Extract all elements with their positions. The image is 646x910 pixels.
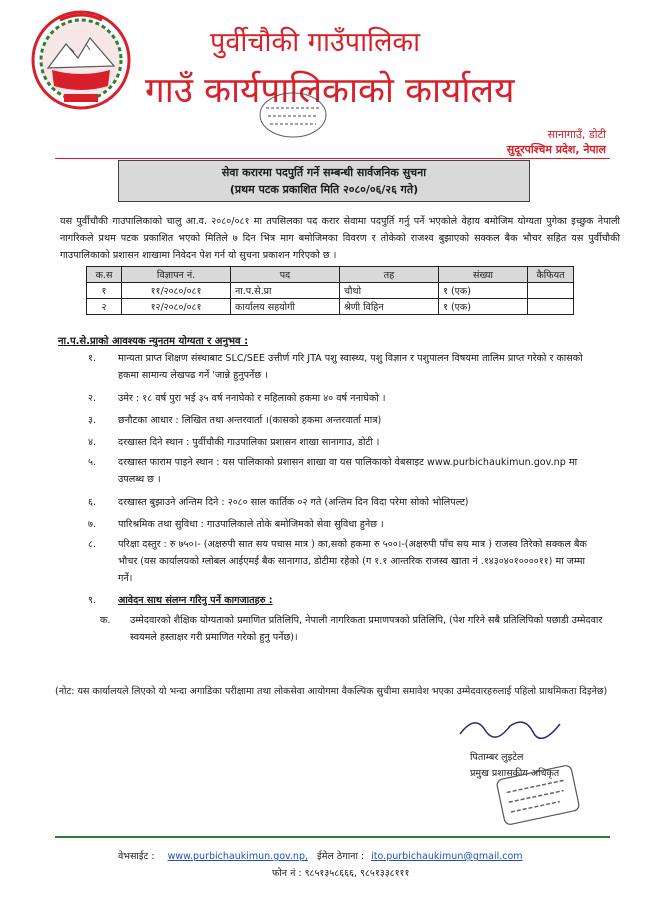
website-link[interactable]: www.purbichaukimun.gov.np,	[167, 851, 309, 862]
signatory-position: प्रमुख प्रशासकीय अधिकृत	[470, 768, 560, 779]
notice-title: सेवा करारमा पदपुर्ति गर्ने सम्बन्धी सार्वजनिक सुचना	[221, 166, 427, 179]
list-item-text: आवेदन साथ संलग्न गरिनु पर्ने कागजातहरु :	[118, 595, 273, 606]
table-header-row	[87, 267, 574, 283]
table-cell: २	[87, 299, 122, 315]
list-item-text: उमेर : १८ वर्ष पुरा भई ३५ वर्ष ननाघेको र महिलाको हकमा ४० वर्ष ननाघेको ।	[118, 393, 386, 404]
table-row	[87, 299, 574, 315]
signatory-name: पिताम्बर लुइटेल	[470, 752, 524, 763]
footer-contact	[118, 849, 523, 862]
table-cell	[528, 283, 574, 299]
email-label: ईमेल ठेगाना :	[317, 851, 365, 862]
table-cell: चौथो	[340, 283, 439, 299]
footer-divider	[55, 836, 610, 838]
table-cell	[528, 299, 574, 315]
office-title-line2: गाउँ कार्यपालिकाको कार्यालय	[145, 71, 515, 111]
list-item-number: क.	[100, 615, 111, 626]
table-header-cell: कैफियत	[528, 267, 574, 283]
table-header-cell: पद	[231, 267, 340, 283]
table-header-cell: क.स	[87, 267, 122, 283]
list-item-number: ७.	[88, 519, 97, 530]
table-cell: ना.प.से.प्रा	[231, 283, 340, 299]
handwritten-signature	[455, 712, 565, 742]
address-line1: सानागाउँ, डोटी	[547, 128, 606, 141]
table-cell: श्रेणी विहिन	[340, 299, 439, 315]
list-item-number: ४.	[88, 437, 97, 448]
requirements-title: ना.प.से.प्राको आवश्यक न्युनतम योग्यता र अनुभव :	[58, 336, 249, 347]
list-item-number: ६.	[88, 497, 97, 508]
list-item-text: दरखास्त दिने स्थान : पुर्वीचौकी गाउपालिका प्रशासन शाखा सानागाउ, डोटी ।	[118, 437, 380, 448]
table-header-cell: संख्या	[439, 267, 528, 283]
office-title-line1: पुर्वीचौकी गाउँपालिका	[210, 27, 421, 58]
list-item-text: मान्यता प्राप्त शिक्षण संस्थाबाट SLC/SEE उत्तीर्ण गरि JTA पशु स्वास्थ्य, पशु विज्ञान र पशुपालन विषयमा तालिम प्राप्त गरेको र कासको हकमा सामान्य लेखपढ गर्ने 'जान्ने हुनुपर्नेछ ।	[118, 353, 583, 381]
table-cell: १२/२०८०/०८१	[122, 299, 231, 315]
table-row	[87, 283, 574, 299]
table-cell: कार्यालय सहयोगी	[231, 299, 340, 315]
address-line2: सुदूरपश्चिम प्रदेश, नेपाल	[506, 143, 606, 156]
list-item-text: दरखास्त फाराम पाइने स्थान : यस पालिकाको प्रशासन शाखा वा यस पालिकाको वेबसाइट www.purbichaukimun.gov.np मा उपलब्ध छ ।	[118, 457, 578, 485]
phone-numbers: फोन नं : ९८५१३५८६६६, ९८५१३३८१११	[272, 868, 410, 879]
website-label: वेभसाईट :	[118, 851, 155, 862]
intro-paragraph: यस पुर्वीचौकी गाउपालिकाको चालु आ.व. २०८०/०८१ मा तपसिलका पद करार सेवामा पदपुर्ति गर्नु पर्ने भएकोले वेहाय बमोजिम योग्यता पुगेका इच्छुक नेपाली नागरिकले प्रथम पटक प्रकाशित भएको मितिले ७ दिन भित्र माग बमोजिमका विवरण र तोकेको राजश्व बुझाएको सक्कल बैक भौचर सहित यस पुर्वीचौकी गाउपालिकाको प्रशासन शाखामा निवेदन पेश गर्न यो सुचना प्रकाशन गरिएको छ ।	[60, 216, 620, 261]
nepal-emblem-logo	[30, 8, 132, 116]
list-item-number: ८.	[88, 539, 97, 550]
table-cell: १ (एक)	[439, 283, 528, 299]
list-item-text: पारिश्रमिक तथा सुविधा : गाउपालिकाले तोके बमोजिमको सेवा सुविधा हुनेछ ।	[118, 519, 384, 530]
table-cell: ११/२०८०/०८१	[122, 283, 231, 299]
notice-title-box	[118, 160, 530, 202]
list-item-text: उम्मेदवारको शैक्षिक योग्यताको प्रमाणित प्रतिलिपि, नेपाली नागरिकता प्रमाणपत्रको प्रतिलिपि, (पेश गरिने सबै प्रतिलिपिको पछाडी उम्मेदवार स्वयमले हस्ताक्षर गरी प्रमाणित गरेको हुनु पर्नेछ)।	[130, 615, 603, 643]
table-cell: १	[87, 283, 122, 299]
vacancy-table	[86, 266, 574, 315]
list-item-number: ५.	[88, 457, 97, 468]
email-link[interactable]: ito.purbichaukimun@gmail.com	[371, 851, 523, 862]
footnote: (नोट: यस कार्यालयले लिएको यो भन्दा अगाडिका परीक्षामा तथा लोकसेवा आयोगमा वैकल्पिक सुचीमा समावेश भएका उम्मेदवारहरुलाई पहिलो प्राथमिकता दिइनेछ)	[55, 686, 608, 697]
list-item-number: २.	[88, 393, 97, 404]
list-item-text: दरखास्त बुझाउने अन्तिम दिने : २०८० साल कार्तिक ०२ गते (अन्तिम दिन विदा परेमा सोको भोलिपल्ट)	[118, 497, 469, 508]
requirements-list	[88, 350, 618, 670]
list-item-text: परिक्षा दस्तुर : रु ७५०।- (अक्षरुपी सात सय पचास मात्र ) का,सको हकमा रु ५००।-(अक्षरुपी पाँच सय मात्र ) राजस्व तिरेको सक्कल बैक भौचर (यस कार्यालयको ग्लोबल आईएमई बैक सानागाउ, डोटीमा रहेको (ग १.१ आन्तरिक राजस्व खाता नं .१४३०४०१००००११) मा जम्मा गर्ने।	[118, 539, 587, 584]
table-header-cell: विज्ञापन नं.	[122, 267, 231, 283]
table-cell: १ (एक)	[439, 299, 528, 315]
office-seal-stamp	[258, 90, 328, 140]
list-item-number: १.	[88, 353, 97, 364]
list-item-number: ९.	[88, 595, 97, 606]
list-item-text: छनौटका आधार : लिखित तथा अन्तरवार्ता ।(कासको हकमा अन्तरवार्ता मात्र)	[118, 415, 382, 426]
notice-subtitle: (प्रथम पटक प्रकाशित मिति २०८०/०६/२६ गते)	[229, 183, 419, 196]
table-header-cell: तह	[340, 267, 439, 283]
header-divider	[55, 158, 610, 159]
list-item-number: ३.	[88, 415, 97, 426]
